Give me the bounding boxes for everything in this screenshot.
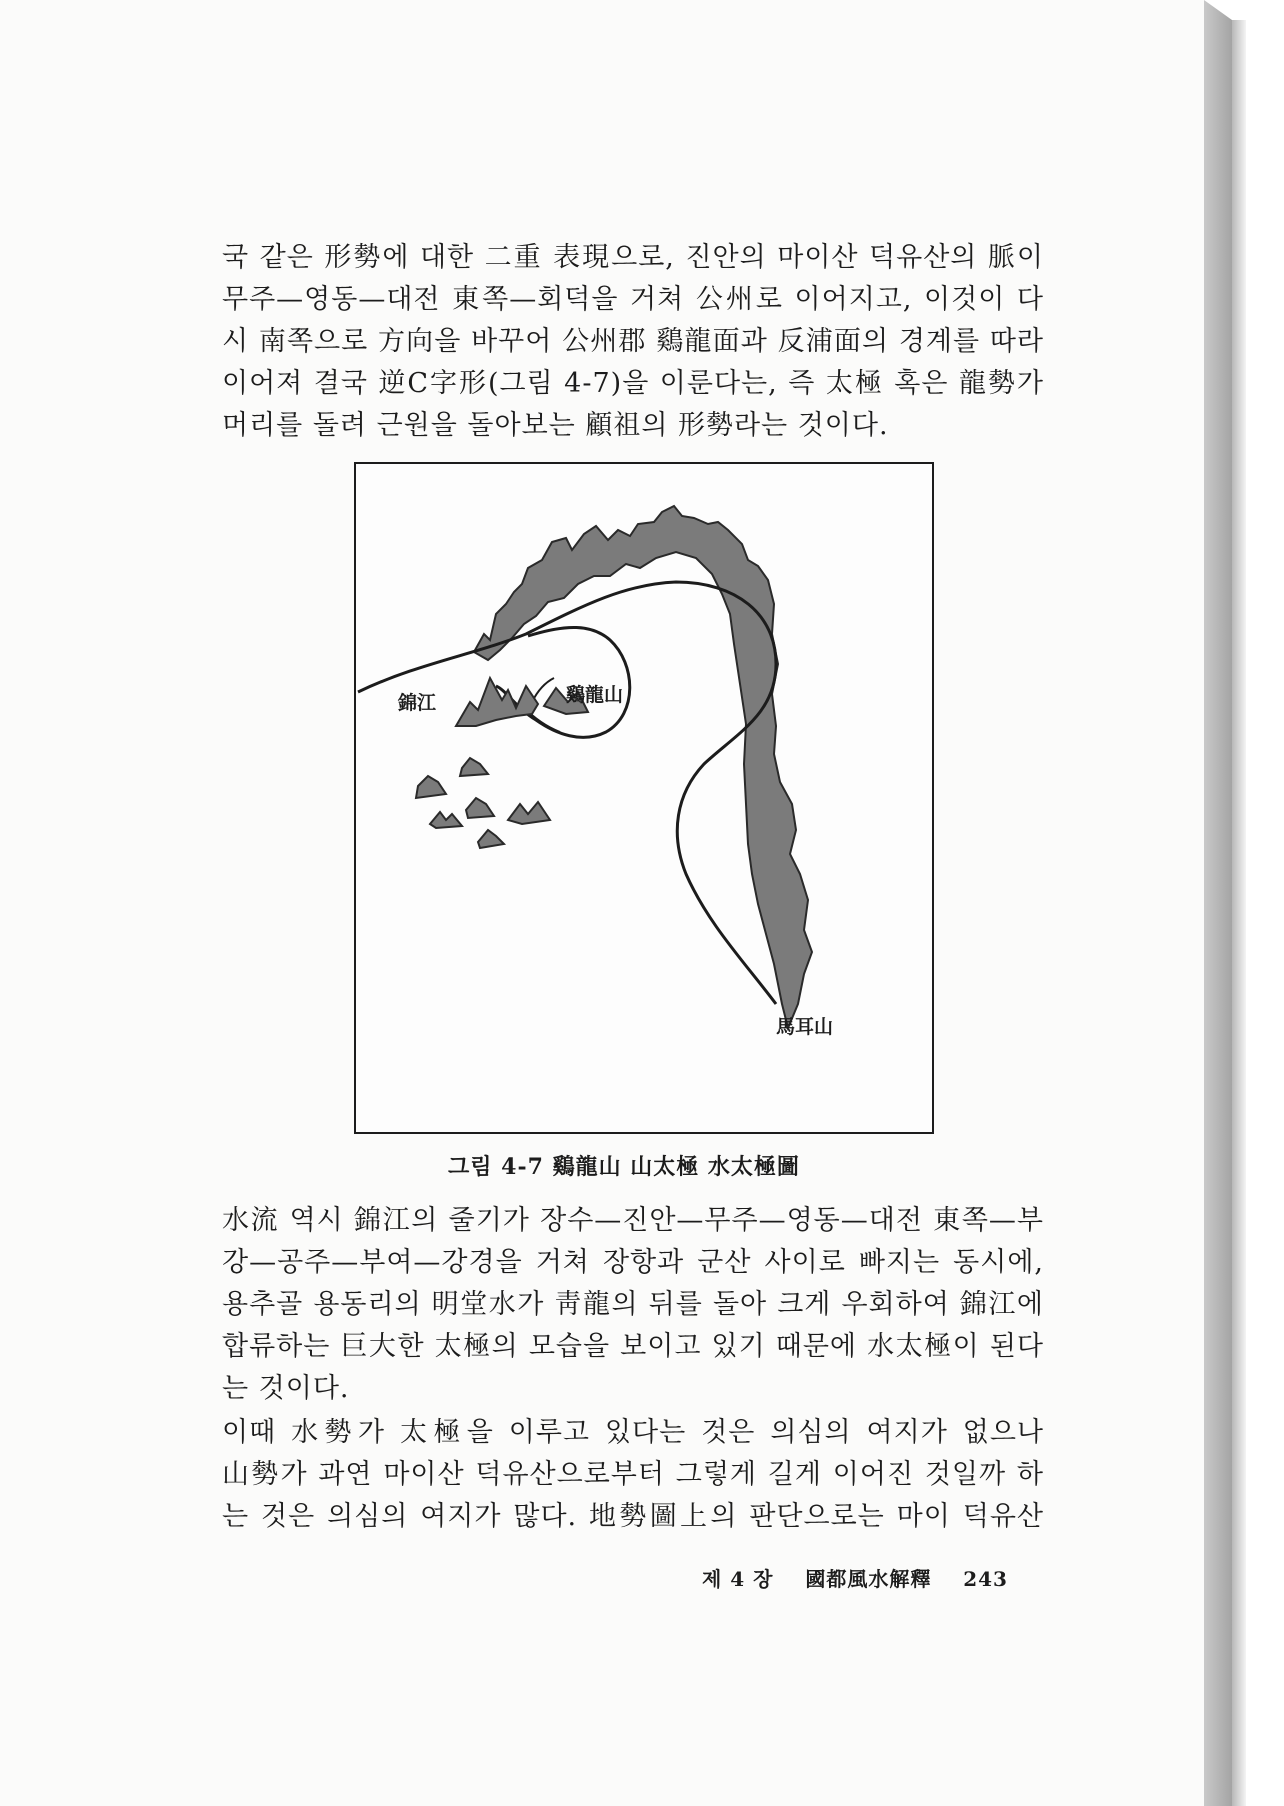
text-line: 국 같은 形勢에 대한 二重 表現으로, 진안의 마이산 덕유산의 脈이: [222, 242, 1044, 273]
page-shadow: [1232, 20, 1246, 1806]
label-gyeryongsan: 鷄龍山: [566, 684, 624, 706]
paragraph-top: [222, 237, 1044, 447]
mountain-peak: [466, 798, 494, 818]
label-maisan: 馬耳山: [776, 1016, 834, 1038]
page-number: 243: [963, 1567, 1008, 1591]
text-line: 합류하는 巨大한 太極의 모습을 보이고 있기 때문에 水太極이 된다: [222, 1331, 1044, 1362]
text-line: 무주—영동—대전 東쪽—회덕을 거쳐 公州로 이어지고, 이것이 다: [222, 284, 1044, 315]
text-line: 용추골 용동리의 明堂水가 靑龍의 뒤를 돌아 크게 우회하여 錦江에: [222, 1289, 1044, 1320]
text-line: 강—공주—부여—강경을 거쳐 장항과 군산 사이로 빠지는 동시에,: [222, 1247, 1044, 1278]
footer-chapter: 제 4 장: [702, 1567, 774, 1591]
text-line: 水流 역시 錦江의 줄기가 장수—진안—무주—영동—대전 東쪽—부: [222, 1205, 1044, 1236]
page-edge: [1204, 0, 1232, 1806]
mountain-ridge: [474, 506, 812, 1028]
text-line: 는 것은 의심의 여지가 많다. 地勢圖上의 판단으로는 마이 덕유산: [222, 1501, 1044, 1532]
map-drawing: [356, 464, 932, 1132]
figure-caption: 그림 4-7 鷄龍山 山太極 水太極圖: [448, 1154, 800, 1180]
text-line: 는 것이다.: [222, 1373, 350, 1404]
label-river: 錦江: [398, 692, 437, 714]
mountain-peak: [416, 776, 446, 798]
mountain-peak: [478, 830, 504, 848]
mountain-peak: [508, 802, 550, 824]
paragraph-bottom-2: [222, 1412, 1044, 1538]
text-line: 山勢가 과연 마이산 덕유산으로부터 그렇게 길게 이어진 것일까 하: [222, 1459, 1044, 1490]
paragraph-bottom: [222, 1200, 1044, 1410]
mountain-peak: [430, 812, 462, 828]
figure-map: [354, 462, 934, 1134]
text-line: 머리를 돌려 근원을 돌아보는 顧祖의 形勢라는 것이다.: [222, 410, 889, 441]
running-footer: [702, 1563, 1008, 1592]
mountain-peak: [460, 758, 488, 776]
footer-section: 國都風水解釋: [805, 1567, 932, 1591]
text-line: 시 南쪽으로 方向을 바꾸어 公州郡 鷄龍面과 反浦面의 경계를 따라: [222, 326, 1044, 357]
text-line: 이때 水勢가 太極을 이루고 있다는 것은 의심의 여지가 없으나: [222, 1417, 1044, 1448]
text-line: 이어져 결국 逆C字形(그림 4-7)을 이룬다는, 즉 太極 혹은 龍勢가: [222, 368, 1044, 399]
